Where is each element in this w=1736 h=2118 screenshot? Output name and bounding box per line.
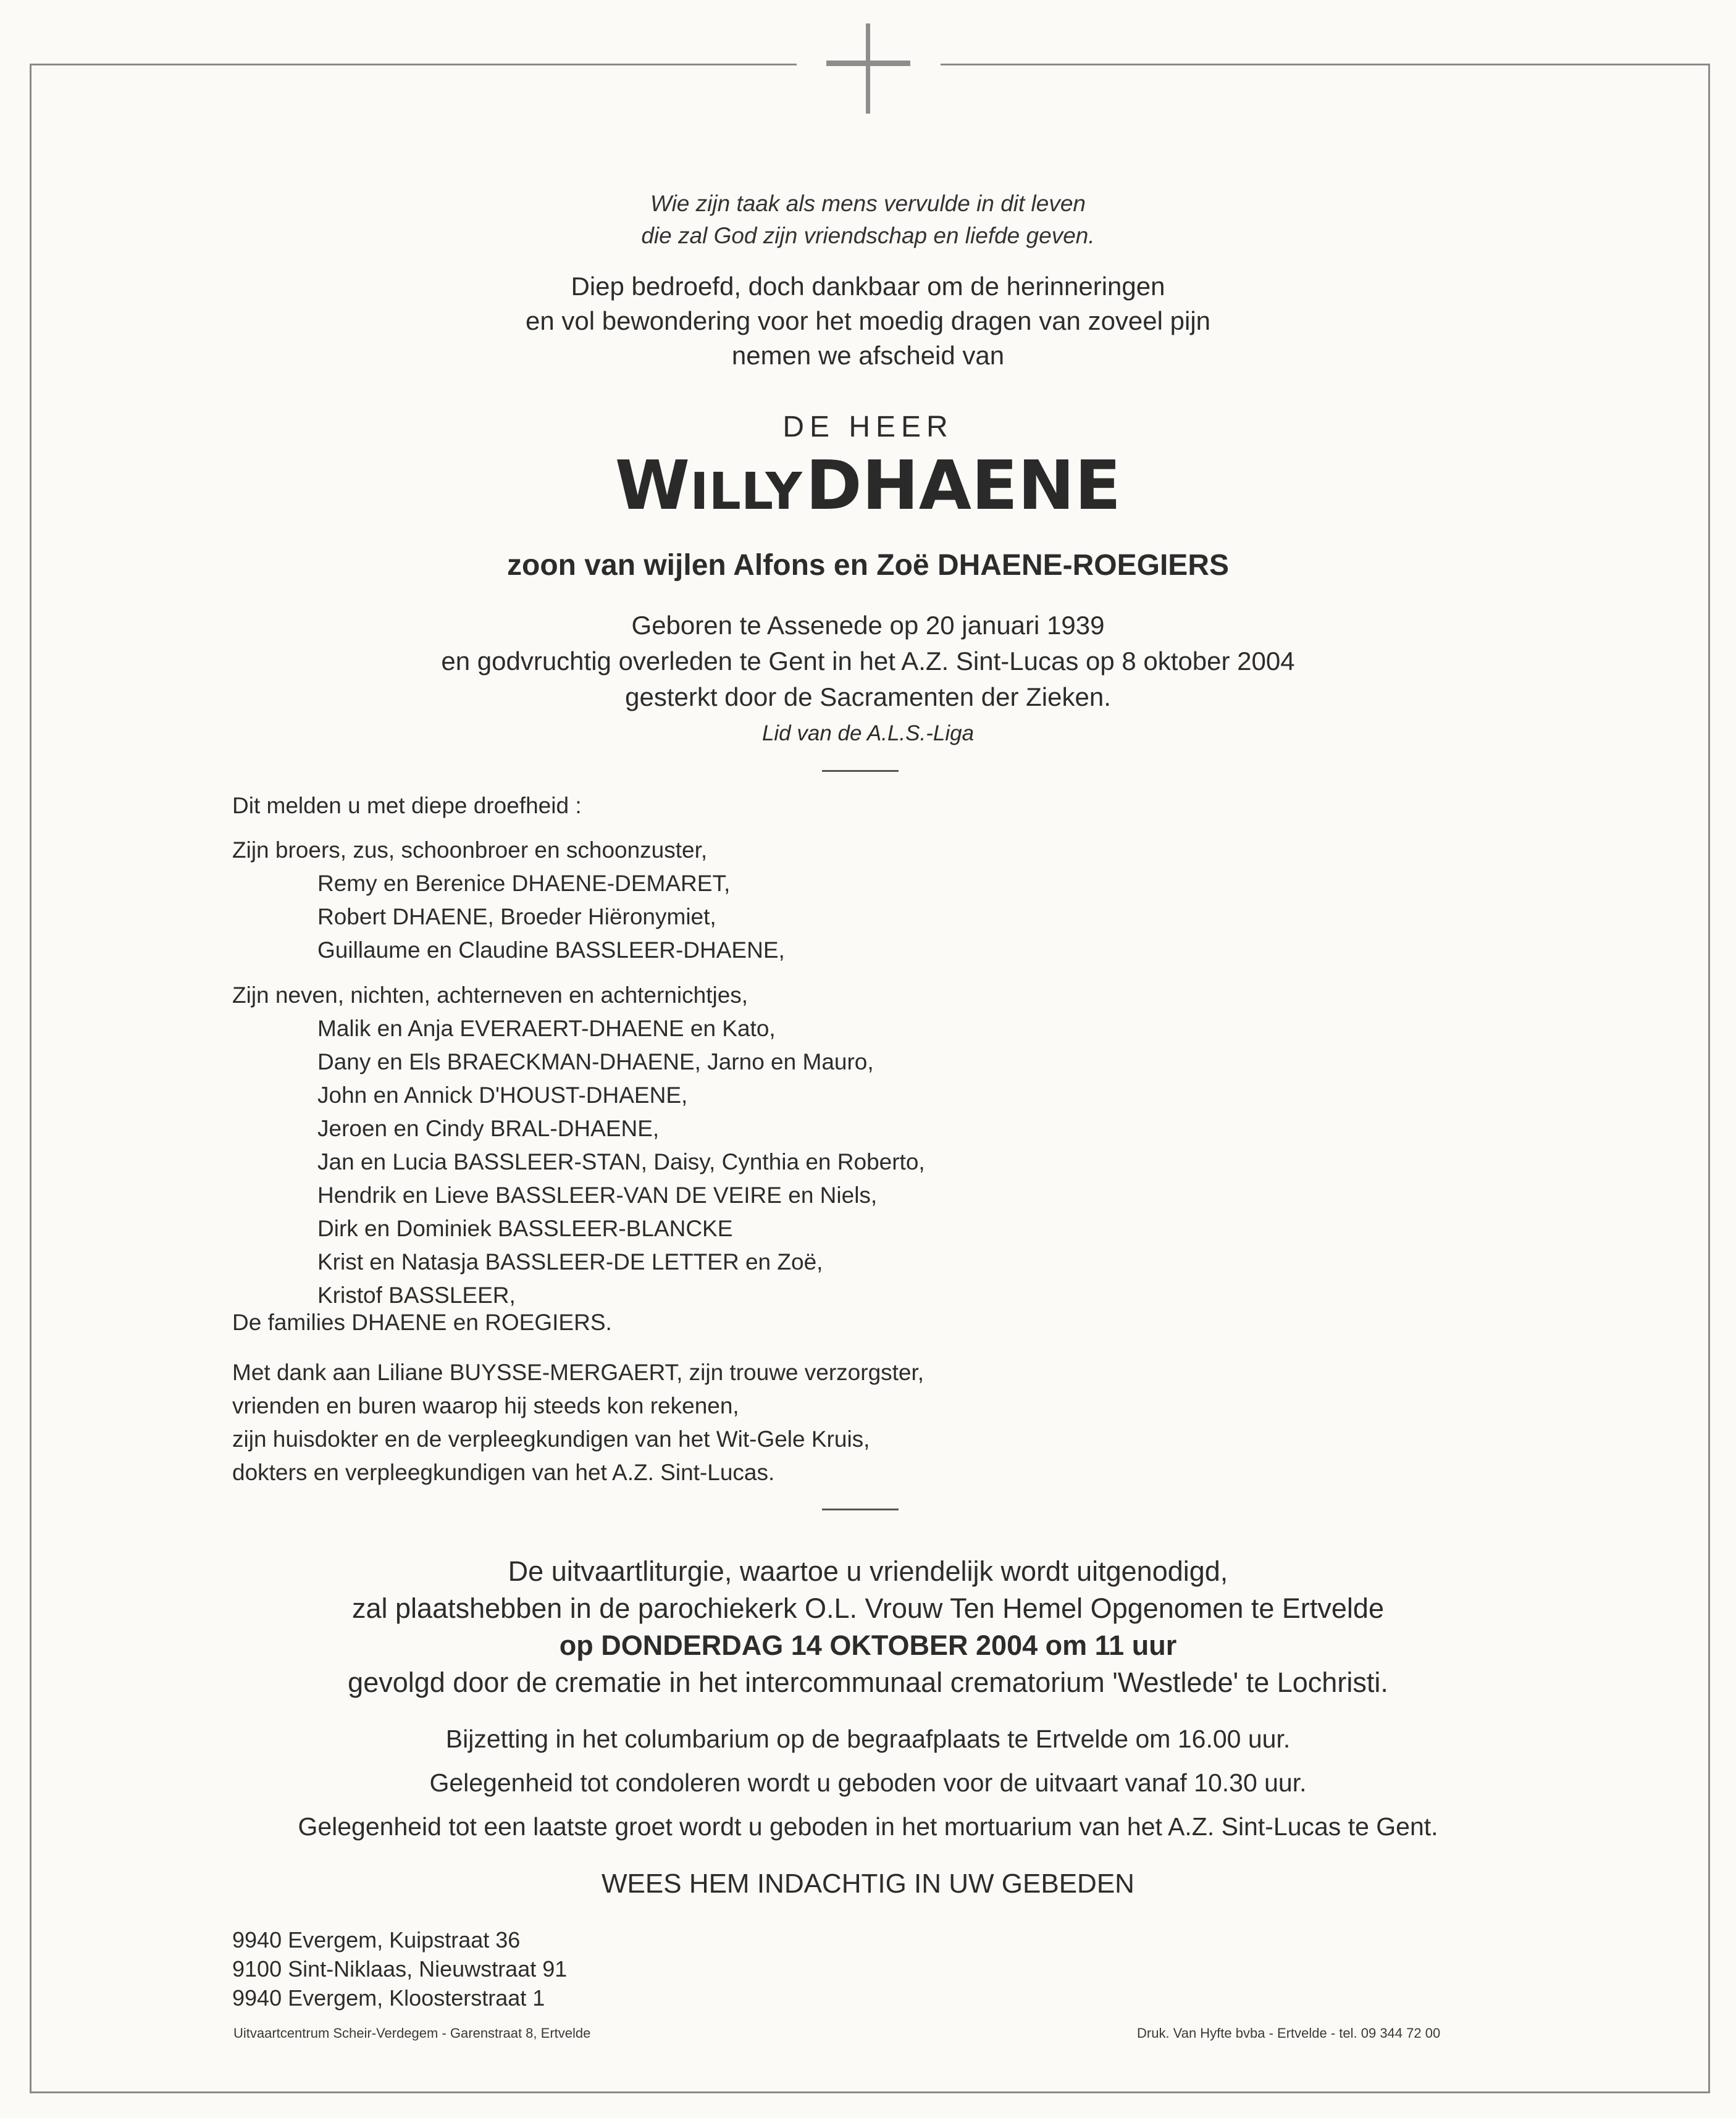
intro-line: en vol bewondering voor het moedig dragen van zoveel pijn [525, 306, 1211, 335]
list-item: Malik en Anja EVERAERT-DHAENE en Kato, [317, 1016, 776, 1041]
list-item: Dany en Els BRAECKMAN-DHAENE, Jarno en Mauro, [317, 1049, 874, 1074]
list-item: Robert DHAENE, Broeder Hiëronymiet, [317, 904, 716, 929]
families: De families DHAENE en ROEGIERS. [232, 1310, 612, 1335]
service-date: op DONDERDAG 14 OKTOBER 2004 om 11 uur [559, 1630, 1177, 1661]
info-line: Bijzetting in het columbarium op de begraafplaats te Ertvelde om 16.00 uur. [445, 1725, 1291, 1753]
list-item: Guillaume en Claudine BASSLEER-DHAENE, [317, 937, 785, 963]
funeral-service [0, 1553, 1736, 1701]
intro-line: Diep bedroefd, doch dankbaar om de herinneringen [571, 272, 1165, 301]
list-item: Dirk en Dominiek BASSLEER-BLANCKE [317, 1216, 733, 1241]
first-name-rest: ILLY [690, 463, 802, 521]
thanks-line: Met dank aan Liliane BUYSSE-MERGAERT, zijn trouwe verzorgster, [232, 1360, 925, 1385]
service-line: De uitvaartliturgie, waartoe u vriendelijk wordt uitgenodigd, [508, 1555, 1228, 1587]
cross-horizontal-bar [826, 61, 910, 66]
motto [0, 188, 1736, 252]
thanks-line: zijn huisdokter en de verpleegkundigen van het Wit-Gele Kruis, [232, 1426, 870, 1452]
cross-vertical-bar [866, 23, 870, 114]
list-item: Remy en Berenice DHAENE-DEMARET, [317, 871, 731, 896]
footer-funeral-home: Uitvaartcentrum Scheir-Verdegem - Garenstraat 8, Ertvelde [233, 2025, 591, 2041]
service-line: zal plaatshebben in de parochiekerk O.L. Vrouw Ten Hemel Opgenomen te Ertvelde [352, 1593, 1384, 1624]
parents-line: zoon van wijlen Alfons en Zoë DHAENE-ROEGIERS [507, 549, 1229, 582]
intro [0, 269, 1736, 373]
first-name-initial: W [614, 446, 690, 525]
life-line: gesterkt door de Sacramenten der Zieken. [625, 682, 1111, 711]
list-item: Hendrik en Lieve BASSLEER-VAN DE VEIRE en Niels, [317, 1182, 878, 1208]
motto-line: Wie zijn taak als mens vervulde in dit leven [650, 191, 1086, 216]
siblings-heading: Zijn broers, zus, schoonbroer en schoonzuster, [232, 837, 708, 863]
life-details [0, 608, 1736, 715]
deceased-name [0, 446, 1736, 525]
address-line: 9100 Sint-Niklaas, Nieuwstraat 91 [232, 1956, 568, 1982]
siblings-section [232, 834, 785, 967]
frame-top-right-line [941, 64, 1710, 65]
nephews-section [232, 979, 925, 1312]
remember-line: WEES HEM INDACHTIG IN UW GEBEDEN [602, 1869, 1134, 1899]
intro-line: nemen we afscheid van [731, 341, 1005, 370]
list-item: Jan en Lucia BASSLEER-STAN, Daisy, Cynthia en Roberto, [317, 1149, 925, 1174]
service-line: gevolgd door de crematie in het intercommunaal crematorium 'Westlede' te Lochristi. [348, 1667, 1388, 1698]
thanks-line: vrienden en buren waarop hij steeds kon rekenen, [232, 1393, 739, 1418]
last-name: DHAENE [805, 446, 1122, 525]
address-line: 9940 Evergem, Kloosterstraat 1 [232, 1985, 545, 2011]
list-item: Jeroen en Cindy BRAL-DHAENE, [317, 1116, 660, 1141]
membership: Lid van de A.L.S.-Liga [761, 721, 975, 745]
list-item: Kristof BASSLEER, [317, 1283, 516, 1308]
nephews-heading: Zijn neven, nichten, achterneven en achternichtjes, [232, 982, 748, 1008]
thanks-line: dokters en verpleegkundigen van het A.Z. Sint-Lucas. [232, 1460, 775, 1485]
frame-top-left-line [30, 64, 797, 65]
deceased-title: DE HEER [782, 411, 954, 443]
info-line: Gelegenheid tot een laatste groet wordt u geboden in het mortuarium van het A.Z. Sint-Lucas te Gent. [298, 1812, 1438, 1841]
frame-bottom-line [30, 2091, 1710, 2093]
motto-line: die zal God zijn vriendschap en liefde geven. [641, 223, 1095, 248]
life-line: en godvruchtig overleden te Gent in het A.Z. Sint-Lucas op 8 oktober 2004 [441, 647, 1295, 676]
info-line: Gelegenheid tot condoleren wordt u geboden voor de uitvaart vanaf 10.30 uur. [429, 1768, 1307, 1797]
announcement: Dit melden u met diepe droefheid : [232, 793, 582, 818]
list-item: John en Annick D'HOUST-DHAENE, [317, 1082, 688, 1108]
life-line: Geboren te Assenede op 20 januari 1939 [631, 611, 1105, 640]
divider [822, 1509, 899, 1510]
addresses [232, 1925, 567, 2012]
additional-info [0, 1717, 1736, 1849]
thanks-section [232, 1356, 924, 1489]
footer-printer: Druk. Van Hyfte bvba - Ertvelde - tel. 09 344 72 00 [1137, 2025, 1441, 2041]
divider [822, 770, 899, 772]
list-item: Krist en Natasja BASSLEER-DE LETTER en Zoë, [317, 1249, 823, 1275]
address-line: 9940 Evergem, Kuipstraat 36 [232, 1927, 521, 1953]
